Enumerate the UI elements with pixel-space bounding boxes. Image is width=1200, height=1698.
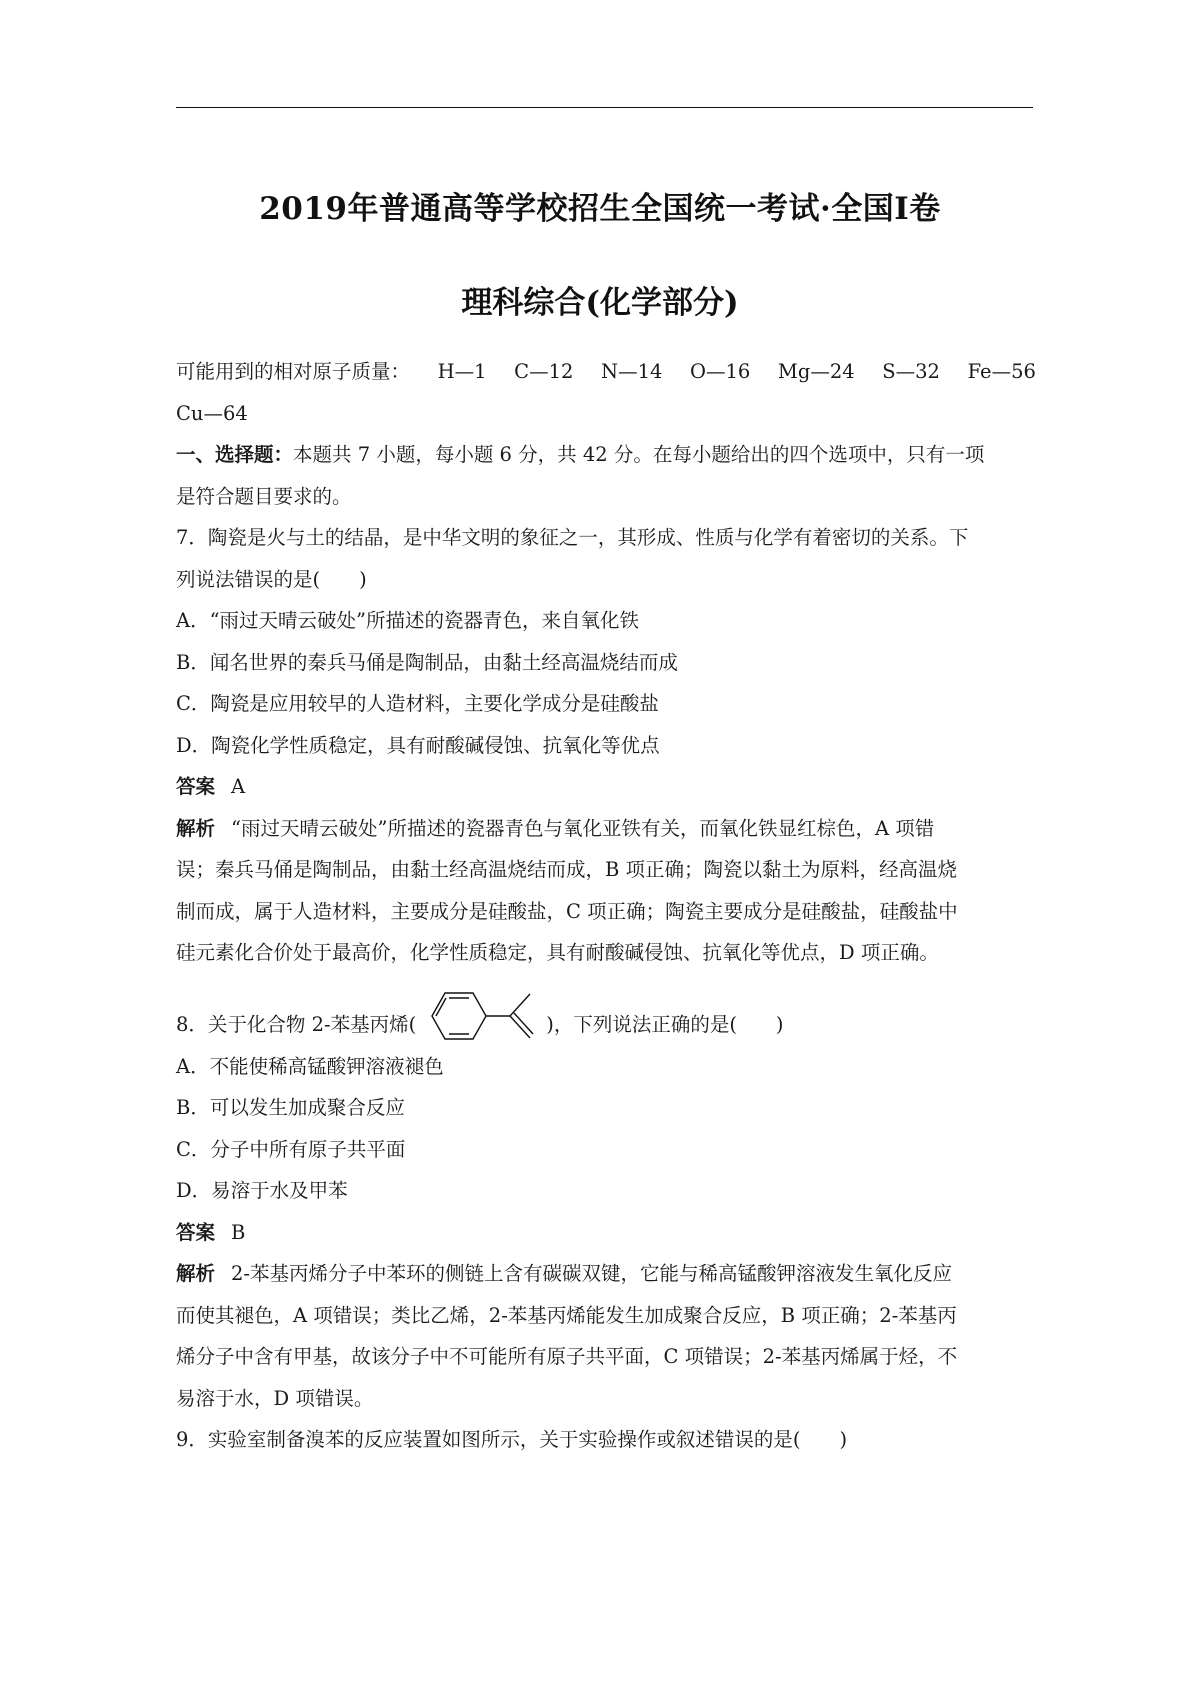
mass-item: Fe—56 (967, 360, 1036, 383)
mass-item: S—32 (882, 360, 940, 383)
q7-stem-2: 列说法错误的是( ) (176, 567, 367, 591)
2-phenylpropene-structure-icon (418, 980, 544, 1046)
analysis-label: 解析 (176, 1262, 216, 1285)
mass-item: C—12 (514, 360, 574, 383)
exam-body (176, 351, 1036, 1461)
mass-item: H—1 (437, 360, 487, 383)
exam-title: 2019年普通高等学校招生全国统一考试·全国Ⅰ卷 (259, 191, 941, 227)
q8-analysis-3: 烯分子中含有甲基，故该分子中不可能所有原子共平面，C 项错误；2-苯基丙烯属于烃，不 (176, 1345, 958, 1368)
atomic-masses-label: 可能用到的相对原子质量： (176, 360, 411, 383)
section-heading: 一、选择题： (176, 443, 294, 466)
q7-option-b: B．闻名世界的秦兵马俑是陶制品，由黏土经高温烧结而成 (176, 650, 678, 674)
q8-option-a: A．不能使稀高锰酸钾溶液褪色 (176, 1054, 444, 1078)
mass-item: N—14 (601, 360, 663, 383)
section-instructions-2: 是符合题目要求的。 (176, 484, 352, 508)
q8-option-d: D．易溶于水及甲苯 (176, 1179, 348, 1202)
mass-item: O—16 (690, 360, 751, 383)
q8-answer (176, 1212, 1036, 1254)
answer-label: 答案 (176, 1220, 216, 1244)
q9-stem: 9．实验室制备溴苯的反应装置如图所示，关于实验操作或叙述错误的是( ) (176, 1428, 848, 1451)
q8-analysis-1 (176, 1253, 1036, 1295)
q7-answer (176, 766, 1036, 808)
answer-label: 答案 (176, 775, 216, 798)
q8-option-b: B．可以发生加成聚合反应 (176, 1096, 405, 1119)
answer-value: B (231, 1220, 246, 1244)
answer-value: A (231, 775, 246, 798)
analysis-text: “雨过天晴云破处”所描述的瓷器青色与氧化亚铁有关，而氧化铁显红棕色，A 项错 (231, 816, 935, 840)
q8-option-c: C．分子中所有原子共平面 (176, 1137, 406, 1161)
analysis-text: 2-苯基丙烯分子中苯环的侧链上含有碳碳双键，它能与稀高锰酸钾溶液发生氧化反应 (231, 1262, 953, 1285)
q8-stem-after: )，下列说法正确的是( ) (546, 1013, 784, 1036)
q7-option-a: A．“雨过天晴云破处”所描述的瓷器青色，来自氧化铁 (176, 609, 640, 632)
q7-analysis-2: 误；秦兵马俑是陶制品，由黏土经高温烧结而成，B 项正确；陶瓷以黏土为原料，经高温烧 (176, 858, 958, 881)
q7-analysis-1 (176, 808, 1036, 850)
q7-analysis-4: 硅元素化合价处于最高价，化学性质稳定，具有耐酸碱侵蚀、抗氧化等优点，D 项正确。 (176, 941, 939, 964)
q8-analysis-4: 易溶于水，D 项错误。 (176, 1386, 374, 1410)
q7-stem: 7．陶瓷是火与土的结晶，是中华文明的象征之一，其形成、性质与化学有着密切的关系。下 (176, 526, 969, 549)
analysis-label: 解析 (176, 816, 216, 840)
q8-stem-before: 8．关于化合物 2-苯基丙烯( (176, 1013, 417, 1036)
atomic-masses-line (176, 351, 1036, 393)
exam-subtitle: 理科综合(化学部分) (461, 285, 739, 321)
atomic-masses-wrap: Cu—64 (176, 401, 248, 425)
q8-analysis-2: 而使其褪色，A 项错误；类比乙烯，2-苯基丙烯能发生加成聚合反应，B 项正确；2-苯基丙 (176, 1303, 957, 1327)
header-rule (176, 107, 1033, 108)
mass-item: Mg—24 (777, 360, 855, 383)
q7-option-d: D．陶瓷化学性质稳定，具有耐酸碱侵蚀、抗氧化等优点 (176, 733, 660, 757)
section-instructions: 本题共 7 小题，每小题 6 分，共 42 分。在每小题给出的四个选项中，只有一项 (293, 443, 985, 466)
section-heading-line (176, 434, 1036, 476)
q7-analysis-3: 制而成，属于人造材料，主要成分是硅酸盐，C 项正确；陶瓷主要成分是硅酸盐，硅酸盐中 (176, 899, 958, 923)
q8-stem (176, 974, 1036, 1046)
q7-option-c: C．陶瓷是应用较早的人造材料，主要化学成分是硅酸盐 (176, 692, 659, 715)
